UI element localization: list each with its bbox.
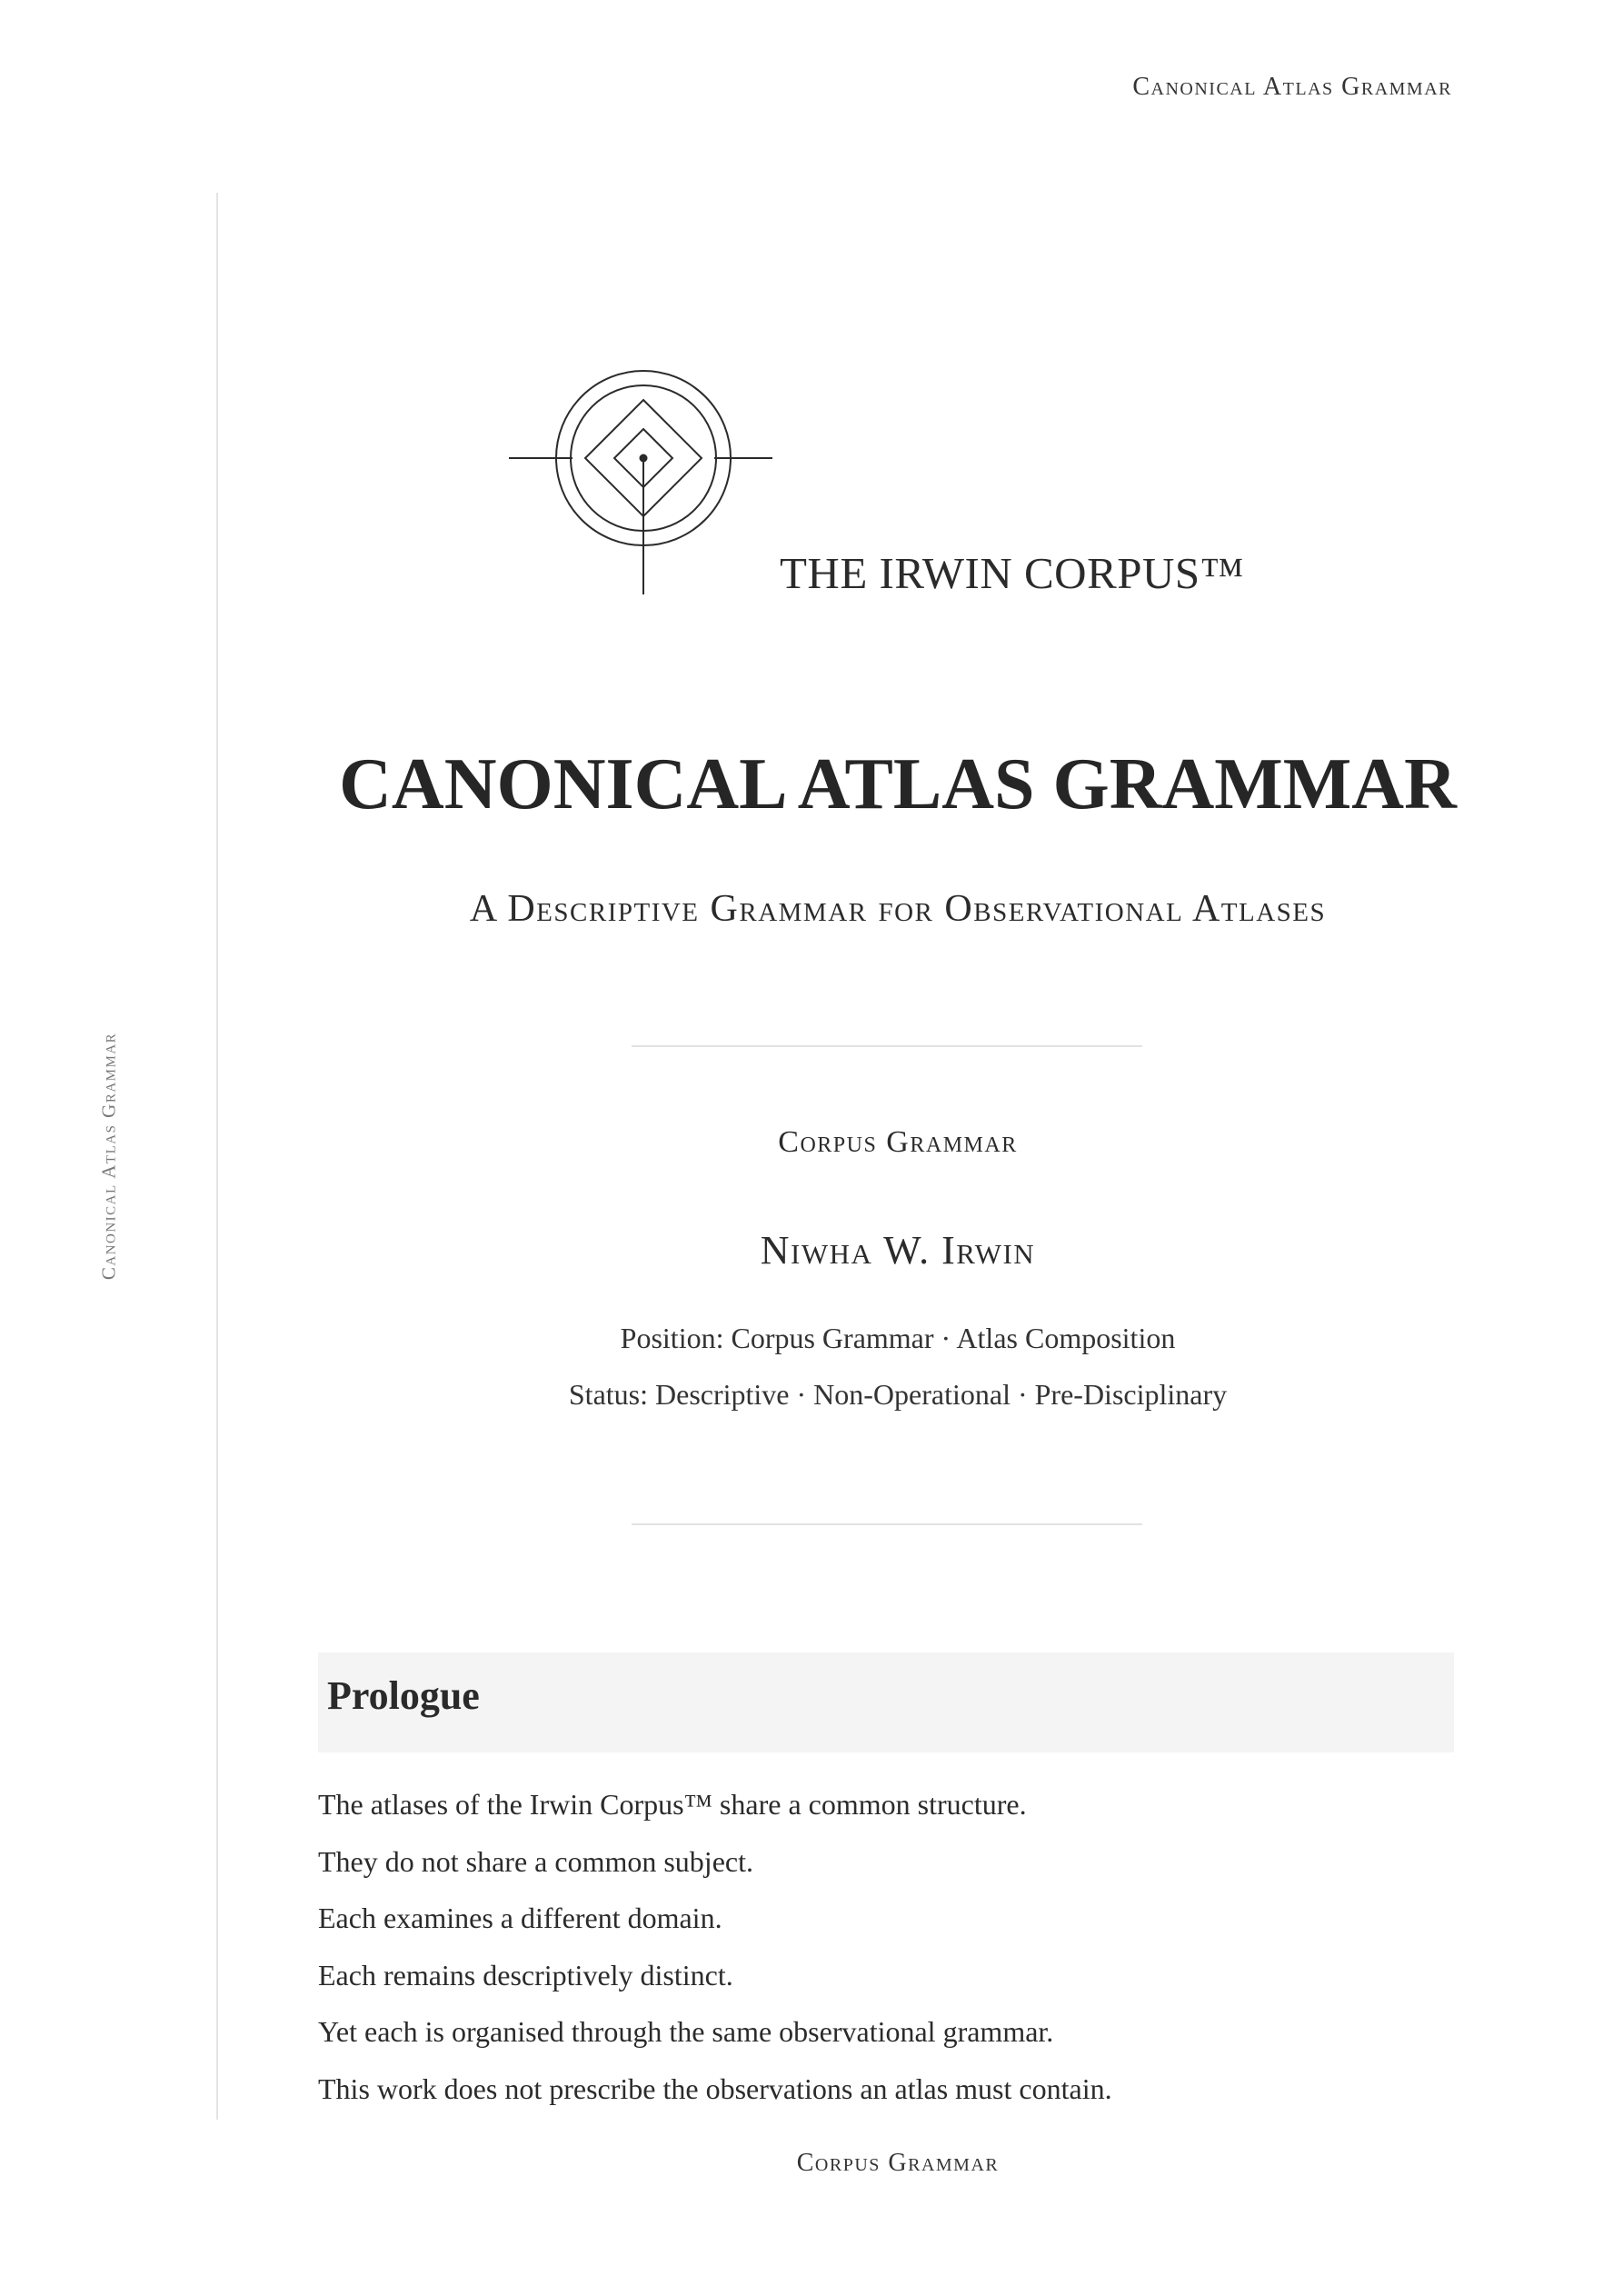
prologue-header-band (318, 1652, 1454, 1752)
subtitle: A Descriptive Grammar for Observational Atlases (469, 888, 1327, 930)
prologue-line: This work does not prescribe the observations an atlas must contain. (318, 2071, 1112, 2105)
side-label: Canonical Atlas Grammar (97, 1032, 120, 1281)
prologue-body (318, 1776, 1454, 2117)
prologue-line: Yet each is organised through the same observational grammar. (318, 2015, 1054, 2048)
author-name: Niwha W. Irwin (760, 1228, 1036, 1273)
prologue-line: Each remains descriptively distinct. (318, 1958, 733, 1992)
prologue-heading: Prologue (327, 1673, 480, 1718)
divider-top (632, 1045, 1142, 1047)
running-footer: Corpus Grammar (796, 2149, 1000, 2177)
page-title: CANONICAL ATLAS GRAMMAR (339, 744, 1457, 824)
corpus-name: THE IRWIN CORPUS™ (780, 548, 1245, 598)
prologue-line: They do not share a common subject. (318, 1844, 753, 1878)
status-line: Status: Descriptive · Non-Operational · Pre-Disciplinary (568, 1378, 1228, 1411)
divider-bottom (632, 1523, 1142, 1525)
role-label: Corpus Grammar (778, 1125, 1018, 1159)
prologue-line: Each examines a different domain. (318, 1902, 722, 1934)
prologue-line: The atlases of the Irwin Corpus™ share a common structure. (318, 1788, 1027, 1821)
position-line: Position: Corpus Grammar · Atlas Composition (620, 1322, 1176, 1354)
irwin-corpus-seal-icon (509, 367, 778, 596)
running-header: Canonical Atlas Grammar (1132, 73, 1452, 101)
